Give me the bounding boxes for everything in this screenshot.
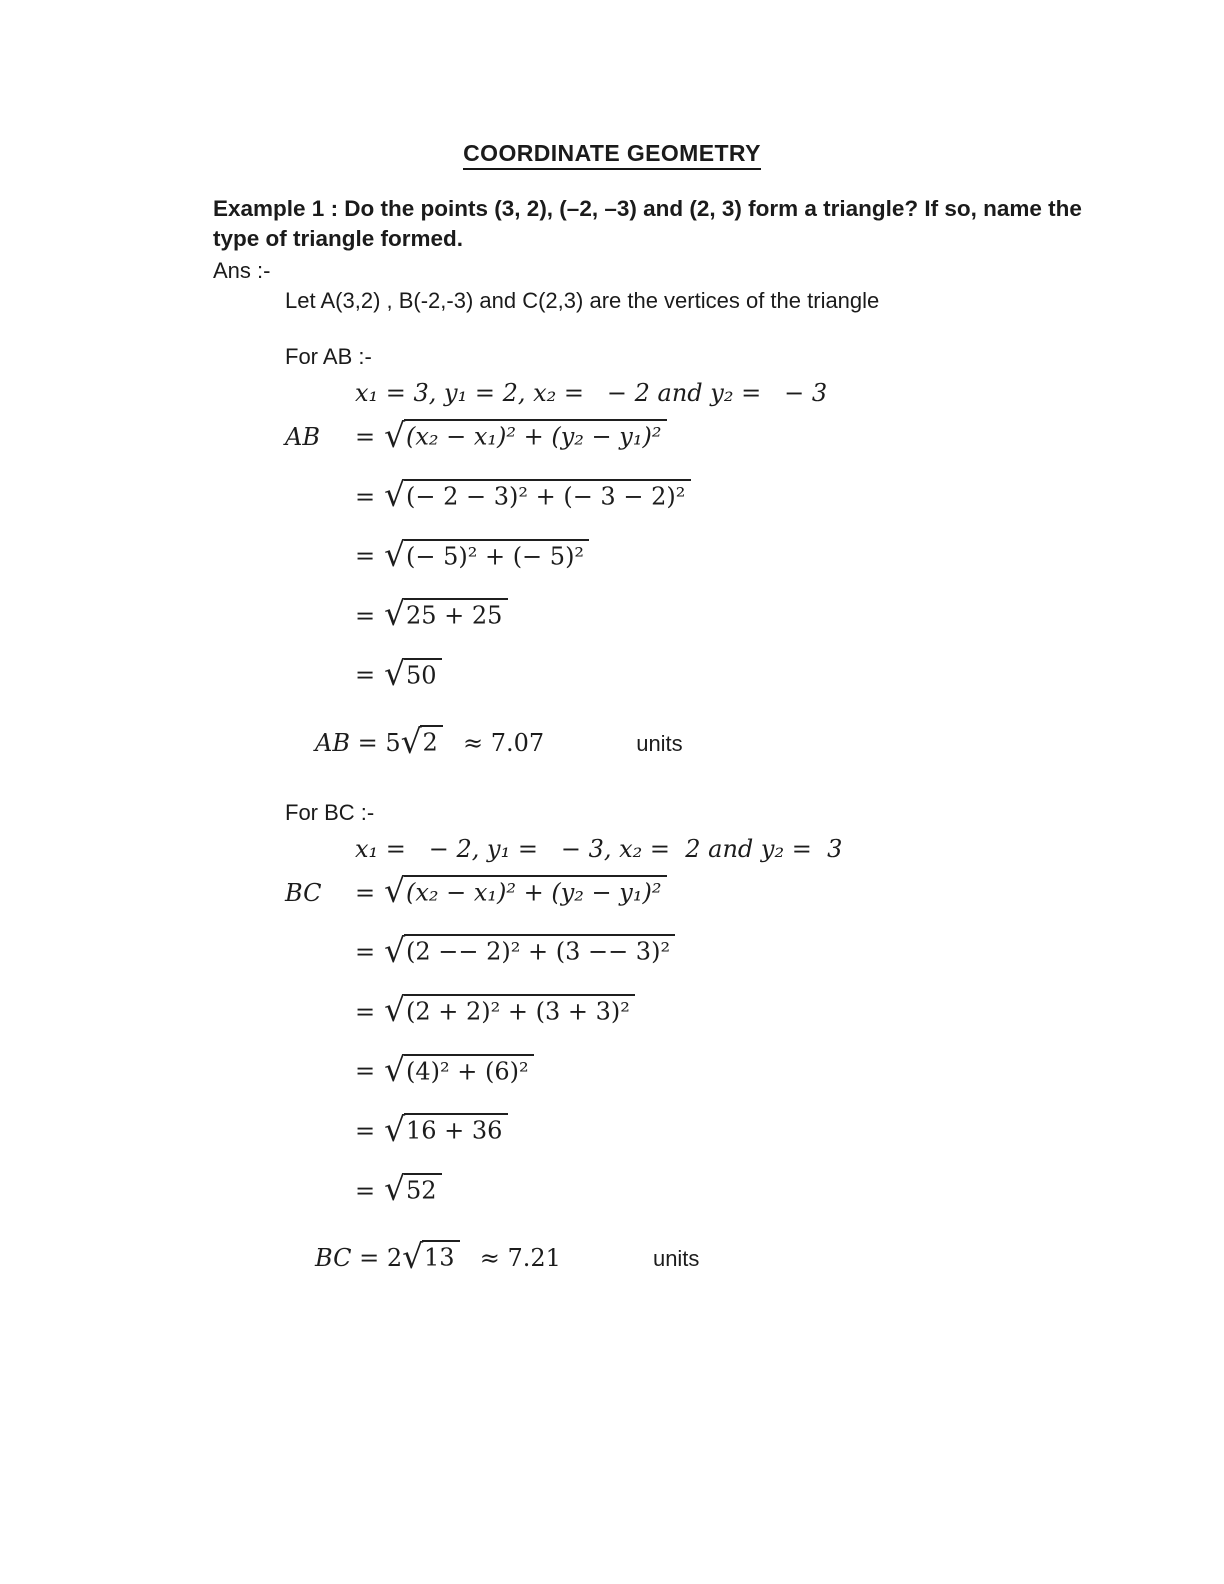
ab-step-radicand: (− 5)² + (− 5)² xyxy=(404,539,590,571)
radical-sign-icon: √ xyxy=(384,475,406,515)
square-root xyxy=(384,930,675,970)
bc-step-radicand: (2 −− 2)² + (3 −− 3)² xyxy=(404,934,676,966)
ab-step-radicand: (− 2 − 3)² + (− 3 − 2)² xyxy=(404,479,691,511)
bc-result-unit: units xyxy=(652,1246,700,1272)
answer-label: Ans :- xyxy=(213,258,271,283)
problem-statement xyxy=(213,194,1134,254)
radical-sign-icon: √ xyxy=(384,654,406,694)
ab-formula-row xyxy=(285,415,1224,455)
bc-step-radicand: 52 xyxy=(404,1173,442,1205)
bc-step-row xyxy=(285,1169,1224,1209)
square-root xyxy=(402,1236,460,1276)
section-heading-ab: For AB :- xyxy=(285,344,372,369)
square-root xyxy=(384,1049,534,1089)
square-root xyxy=(400,721,443,761)
bc-formula-row xyxy=(285,871,1224,911)
radical-sign-icon: √ xyxy=(384,990,406,1030)
ab-step-row xyxy=(285,654,1224,694)
radical-sign-icon: √ xyxy=(384,1049,406,1089)
bc-formula-radicand: (x₂ − x₁)² + (y₂ − y₁)² xyxy=(404,875,667,907)
equals-sign: = xyxy=(355,1176,376,1205)
bc-step-row xyxy=(285,1049,1224,1089)
equals-sign: = xyxy=(355,997,376,1026)
radical-sign-icon: √ xyxy=(384,930,406,970)
square-root xyxy=(384,415,667,455)
problem-statement-line1: Example 1 : Do the points (3, 2), (–2, –3) and (2, 3) form a triangle? If so, name the xyxy=(213,196,1082,221)
bc-givens: x₁ = − 2, y₁ = − 3, x₂ = 2 and y₂ = 3 xyxy=(355,834,843,863)
bc-result-label: BC xyxy=(315,1244,352,1273)
bc-result-radicand: 13 xyxy=(422,1240,460,1272)
equals-sign: = xyxy=(355,601,376,630)
title-container xyxy=(0,0,1224,170)
square-root xyxy=(384,475,690,515)
square-root xyxy=(384,654,442,694)
equals-sign: = xyxy=(355,1116,376,1145)
radical-sign-icon: √ xyxy=(384,594,406,634)
section-heading-bc: For BC :- xyxy=(285,799,375,825)
ab-result-eq: = 5 xyxy=(349,728,401,757)
ab-givens: x₁ = 3, y₁ = 2, x₂ = − 2 and y₂ = − 3 xyxy=(355,379,828,407)
ab-result-radicand: 2 xyxy=(420,725,443,757)
vertices-line: Let A(3,2) , B(-2,-3) and C(2,3) are the vertices of the triangle xyxy=(285,288,880,313)
ab-equation-label: AB xyxy=(285,423,320,451)
ab-step-radicand: 25 + 25 xyxy=(404,598,508,630)
ab-result-approx: ≈ 7.07 xyxy=(463,728,545,757)
square-root xyxy=(384,871,667,911)
bc-result-approx: ≈ 7.21 xyxy=(479,1244,561,1273)
bc-result-eq: = 2 xyxy=(351,1244,403,1273)
equals-sign: = xyxy=(355,938,376,967)
square-root xyxy=(384,594,508,634)
ab-formula-radicand: (x₂ − x₁)² + (y₂ − y₁)² xyxy=(404,419,667,451)
square-root xyxy=(384,1109,508,1149)
square-root xyxy=(384,534,589,574)
equals-sign: = xyxy=(355,482,376,511)
bc-step-radicand: (2 + 2)² + (3 + 3)² xyxy=(404,994,636,1026)
equals-sign: = xyxy=(355,878,376,907)
radical-sign-icon: √ xyxy=(384,415,406,455)
bc-step-radicand: 16 + 36 xyxy=(404,1113,508,1145)
radical-sign-icon: √ xyxy=(402,1236,424,1276)
page-title: COORDINATE GEOMETRY xyxy=(463,140,761,170)
ab-step-row xyxy=(285,594,1224,634)
radical-sign-icon: √ xyxy=(400,721,422,761)
ab-result-label: AB xyxy=(315,728,350,757)
ab-step-row xyxy=(285,475,1224,515)
radical-sign-icon: √ xyxy=(384,1109,406,1149)
bc-step-row xyxy=(285,1109,1224,1149)
equals-sign: = xyxy=(355,542,376,571)
ab-result-row xyxy=(315,721,1224,761)
ab-result-unit: units xyxy=(636,730,683,756)
equals-sign: = xyxy=(355,1057,376,1086)
equals-sign: = xyxy=(355,423,376,451)
problem-statement-line2: type of triangle formed. xyxy=(213,226,464,251)
bc-result-row xyxy=(315,1236,1224,1276)
bc-step-row xyxy=(285,930,1224,970)
square-root xyxy=(384,1169,442,1209)
square-root xyxy=(384,990,635,1030)
equals-sign: = xyxy=(355,661,376,690)
bc-equation-label: BC xyxy=(285,878,322,907)
bc-step-row xyxy=(285,990,1224,1030)
ab-step-row xyxy=(285,534,1224,574)
ab-step-radicand: 50 xyxy=(404,658,442,690)
bc-step-radicand: (4)² + (6)² xyxy=(404,1054,534,1086)
radical-sign-icon: √ xyxy=(384,534,406,574)
radical-sign-icon: √ xyxy=(384,1169,406,1209)
radical-sign-icon: √ xyxy=(384,871,406,911)
